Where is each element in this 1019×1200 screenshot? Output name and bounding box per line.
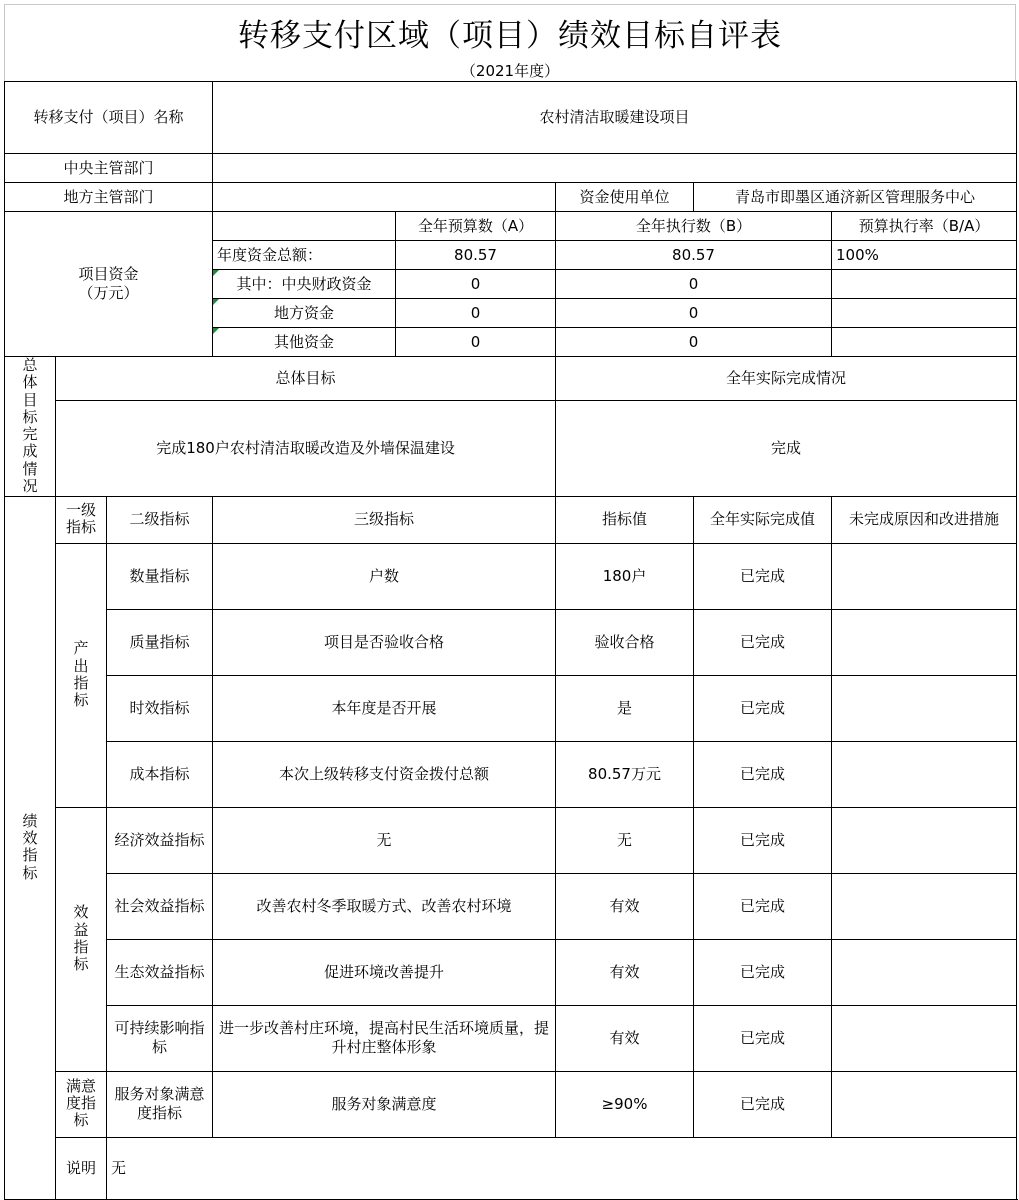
level3-cell[interactable]: 改善农村冬季取暖方式、改善农村环境 — [213, 873, 556, 939]
funds-row-executed[interactable]: 80.57 — [556, 241, 832, 270]
level3-cell[interactable]: 进一步改善村庄环境，提高村民生活环境质量，提升村庄整体形象 — [213, 1005, 556, 1071]
actual-cell[interactable]: 已完成 — [694, 675, 832, 741]
funds-label-line2: （万元） — [78, 284, 139, 302]
level2-cell: 服务对象满意度指标 — [107, 1071, 213, 1137]
actual-cell[interactable]: 已完成 — [694, 807, 832, 873]
level2-cell: 数量指标 — [107, 543, 213, 609]
value-cell[interactable]: 无 — [556, 807, 694, 873]
actual-cell[interactable]: 已完成 — [694, 873, 832, 939]
funds-row-label: 地方资金 — [213, 299, 396, 328]
funds-row-budget[interactable]: 0 — [396, 328, 556, 357]
level1-satisfaction-text: 满意度指标 — [65, 1076, 96, 1130]
funds-row-budget[interactable]: 0 — [396, 270, 556, 299]
funds-row-label: 其中：中央财政资金 — [213, 270, 396, 299]
note-value[interactable]: 无 — [107, 1137, 1017, 1199]
header-level1 — [56, 496, 107, 543]
header-actual: 全年实际完成值 — [694, 496, 832, 543]
level3-cell[interactable]: 无 — [213, 807, 556, 873]
value-cell[interactable]: 验收合格 — [556, 609, 694, 675]
level2-cell: 时效指标 — [107, 675, 213, 741]
goal-actual-header: 全年实际完成情况 — [556, 357, 1017, 401]
project-name-value[interactable]: 农村清洁取暖建设项目 — [213, 82, 1017, 154]
funds-label — [5, 212, 213, 357]
reason-cell[interactable] — [832, 543, 1017, 609]
funds-header-budget: 全年预算数（A） — [396, 212, 556, 241]
goal-target-value[interactable]: 完成180户农村清洁取暖改造及外墙保温建设 — [56, 400, 556, 496]
reason-cell[interactable] — [832, 609, 1017, 675]
funds-row-budget[interactable]: 80.57 — [396, 241, 556, 270]
reason-cell[interactable] — [832, 873, 1017, 939]
value-cell[interactable]: 180户 — [556, 543, 694, 609]
actual-cell[interactable]: 已完成 — [694, 939, 832, 1005]
actual-cell[interactable]: 已完成 — [694, 741, 832, 807]
project-name-label: 转移支付（项目）名称 — [5, 82, 213, 154]
funds-header-blank — [213, 212, 396, 241]
level3-cell[interactable]: 本次上级转移支付资金拨付总额 — [213, 741, 556, 807]
actual-cell[interactable]: 已完成 — [694, 1005, 832, 1071]
fund-unit-label: 资金使用单位 — [556, 183, 694, 212]
funds-header-rate: 预算执行率（B/A） — [832, 212, 1017, 241]
goal-actual-value[interactable]: 完成 — [556, 400, 1017, 496]
indicators-label — [5, 496, 56, 1199]
level2-cell: 可持续影响指标 — [107, 1005, 213, 1071]
reason-cell[interactable] — [832, 1071, 1017, 1137]
actual-cell[interactable]: 已完成 — [694, 609, 832, 675]
evaluation-table — [4, 81, 1017, 1200]
value-cell[interactable]: 80.57万元 — [556, 741, 694, 807]
funds-row-executed[interactable]: 0 — [556, 328, 832, 357]
funds-label-line1: 项目资金 — [78, 265, 139, 284]
level2-cell: 生态效益指标 — [107, 939, 213, 1005]
reason-cell[interactable] — [832, 807, 1017, 873]
level1-output — [56, 543, 107, 807]
note-label: 说明 — [56, 1137, 107, 1199]
level2-cell: 社会效益指标 — [107, 873, 213, 939]
level1-benefit-text: 效益指标 — [73, 903, 89, 973]
header-reason: 未完成原因和改进措施 — [832, 496, 1017, 543]
funds-row-label: 其他资金 — [213, 328, 396, 357]
funds-row-rate[interactable] — [832, 328, 1017, 357]
level2-cell: 成本指标 — [107, 741, 213, 807]
funds-row-rate[interactable]: 100% — [832, 241, 1017, 270]
value-cell[interactable]: 有效 — [556, 1005, 694, 1071]
value-cell[interactable]: 有效 — [556, 939, 694, 1005]
funds-row-rate[interactable] — [832, 299, 1017, 328]
level3-cell[interactable]: 促进环境改善提升 — [213, 939, 556, 1005]
funds-row-rate[interactable] — [832, 270, 1017, 299]
value-cell[interactable]: ≥90% — [556, 1071, 694, 1137]
actual-cell[interactable]: 已完成 — [694, 1071, 832, 1137]
level3-cell[interactable]: 本年度是否开展 — [213, 675, 556, 741]
fiscal-year: （2021年度） — [4, 59, 1016, 81]
value-cell[interactable]: 有效 — [556, 873, 694, 939]
central-dept-value[interactable] — [213, 154, 1017, 183]
level2-cell: 质量指标 — [107, 609, 213, 675]
indicators-label-text: 绩效指标 — [22, 811, 38, 882]
header-level3: 三级指标 — [213, 496, 556, 543]
goal-target-header: 总体目标 — [56, 357, 556, 401]
goal-label — [5, 357, 56, 497]
level3-cell[interactable]: 服务对象满意度 — [213, 1071, 556, 1137]
header-value: 指标值 — [556, 496, 694, 543]
reason-cell[interactable] — [832, 939, 1017, 1005]
page-title: 转移支付区域（项目）绩效目标自评表 — [4, 4, 1016, 59]
header-level1-text: 一级指标 — [65, 501, 96, 537]
funds-row-budget[interactable]: 0 — [396, 299, 556, 328]
actual-cell[interactable]: 已完成 — [694, 543, 832, 609]
level1-satisfaction — [56, 1071, 107, 1137]
funds-row-executed[interactable]: 0 — [556, 299, 832, 328]
funds-row-label: 年度资金总额： — [213, 241, 396, 270]
level3-cell[interactable]: 项目是否验收合格 — [213, 609, 556, 675]
reason-cell[interactable] — [832, 1005, 1017, 1071]
goal-label-text: 总体目标完成情况 — [22, 356, 38, 495]
funds-header-executed: 全年执行数（B） — [556, 212, 832, 241]
funds-row-executed[interactable]: 0 — [556, 270, 832, 299]
header-level2: 二级指标 — [107, 496, 213, 543]
value-cell[interactable]: 是 — [556, 675, 694, 741]
local-dept-label: 地方主管部门 — [5, 183, 213, 212]
level2-cell: 经济效益指标 — [107, 807, 213, 873]
level3-cell[interactable]: 户数 — [213, 543, 556, 609]
reason-cell[interactable] — [832, 675, 1017, 741]
reason-cell[interactable] — [832, 741, 1017, 807]
local-dept-value[interactable] — [213, 183, 556, 212]
level1-output-text: 产出指标 — [73, 639, 89, 709]
fund-unit-value[interactable]: 青岛市即墨区通济新区管理服务中心 — [694, 183, 1017, 212]
level1-benefit — [56, 807, 107, 1071]
central-dept-label: 中央主管部门 — [5, 154, 213, 183]
